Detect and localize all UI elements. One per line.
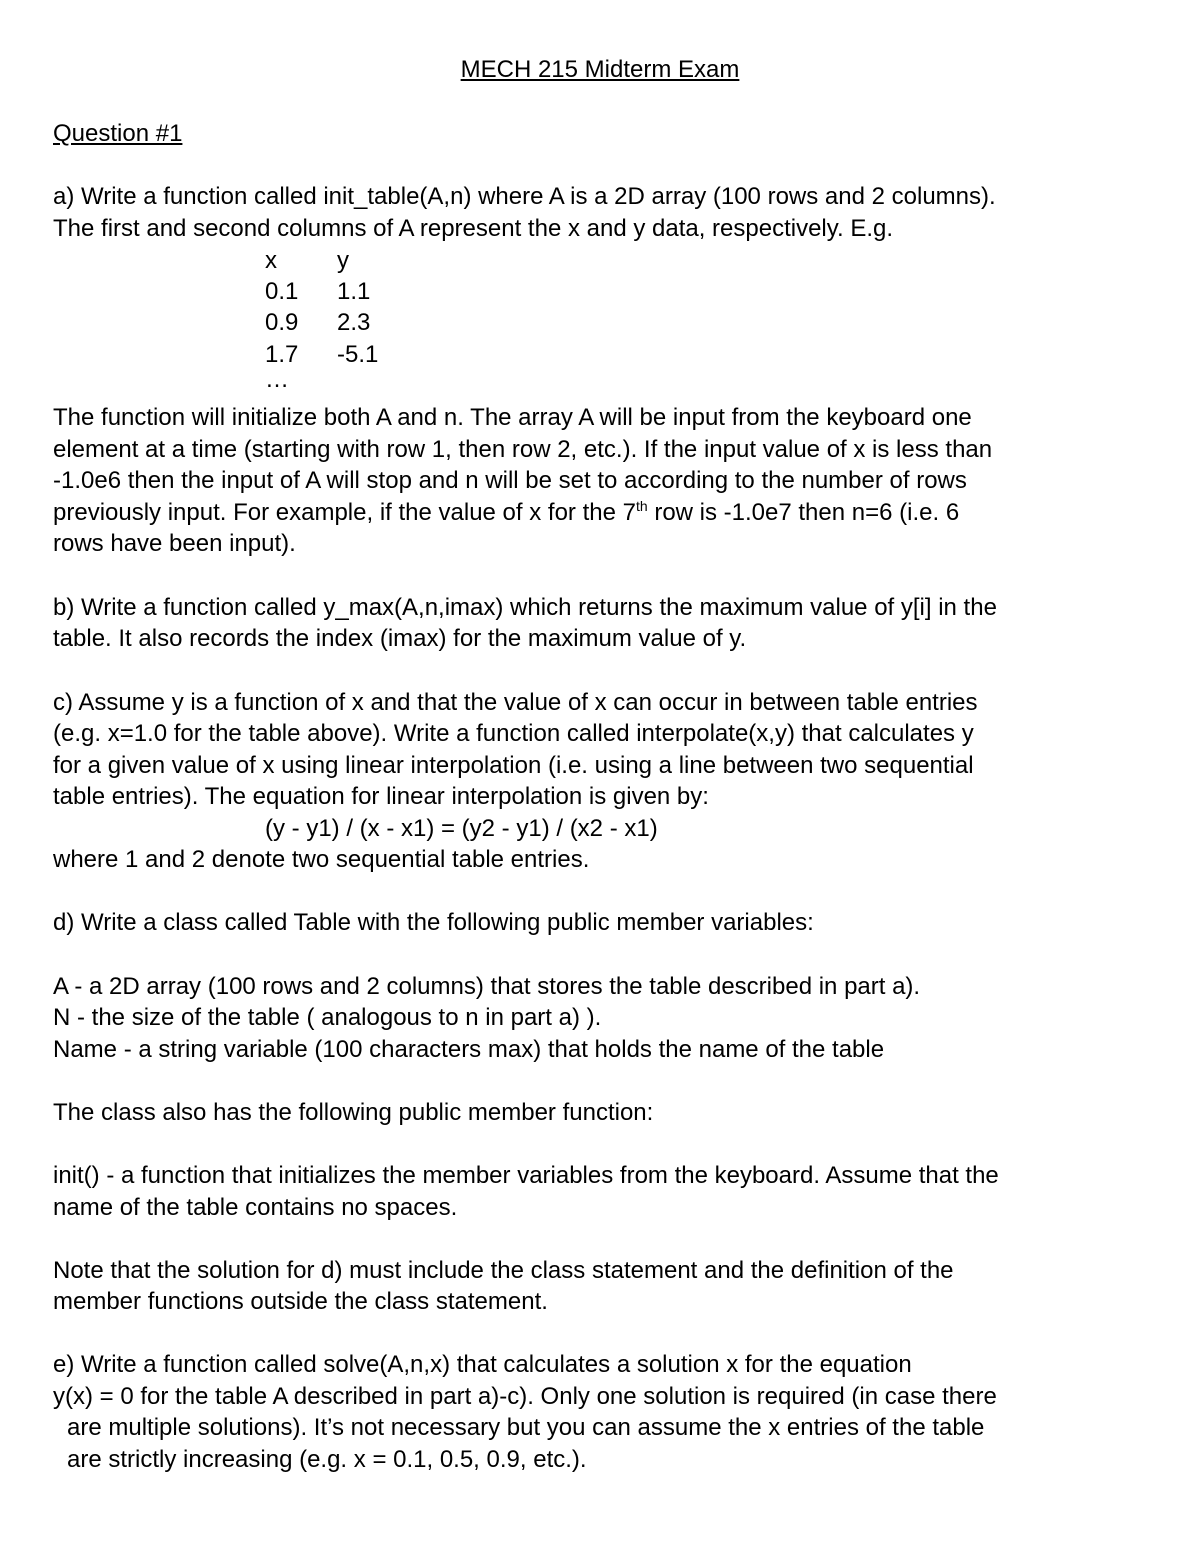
member-var-a: A - a 2D array (100 rows and 2 columns) that stores the table described in part a). [53,973,921,1000]
example-cell-y: 2.3 [337,309,371,336]
part-d-line-1: d) Write a class called Table with the following public member variables: [53,909,814,936]
question-heading: Question #1 [53,120,183,147]
part-a-line-5: -1.0e6 then the input of A will stop and n will be set to according to the number of rows [53,467,967,494]
part-e-line-2: y(x) = 0 for the table A described in part a)-c). Only one solution is required (in case there [53,1383,997,1410]
member-var-name: Name - a string variable (100 characters max) that holds the name of the table [53,1036,885,1063]
example-cell-x: 0.9 [265,309,299,336]
part-a-line-6-pre: previously input. For example, if the value of x for the 7 [53,499,636,526]
part-e-line-4: are strictly increasing (e.g. x = 0.1, 0.5, 0.9, etc.). [67,1446,587,1473]
example-cell-x: 0.1 [265,278,299,305]
note-line-2: member functions outside the class statement. [53,1288,548,1315]
ellipsis-text: … [265,366,289,393]
member-func-intro: The class also has the following public member function: [53,1099,654,1126]
part-a-line-6-post: row is -1.0e7 then n=6 (i.e. 6 [647,499,960,526]
example-header-y: y [337,247,349,274]
part-a-line-1: a) Write a function called init_table(A,n) where A is a 2D array (100 rows and 2 columns). [53,183,996,210]
part-c-line-2: (e.g. x=1.0 for the table above). Write a function called interpolate(x,y) that calculates y [53,720,974,747]
ordinal-suffix: th [635,498,648,514]
part-c-line-3: for a given value of x using linear interpolation (i.e. using a line between two sequential [53,752,974,779]
example-cell-x: 1.7 [265,341,299,368]
part-b-line-1: b) Write a function called y_max(A,n,imax) which returns the maximum value of y[i] in the [53,594,997,621]
page-title: MECH 215 Midterm Exam [460,56,740,83]
part-a-line-2: The first and second columns of A represent the x and y data, respectively. E.g. [53,215,894,242]
example-cell-y: -5.1 [337,341,379,368]
part-a-line-6 [53,499,959,529]
part-c-line-1: c) Assume y is a function of x and that the value of x can occur in between table entries [53,689,978,716]
member-var-n: N - the size of the table ( analogous to n in part a) ). [53,1004,602,1031]
example-cell-y: 1.1 [337,278,371,305]
interpolation-equation: (y - y1) / (x - x1) = (y2 - y1) / (x2 - x1) [265,815,658,842]
init-line-1: init() - a function that initializes the member variables from the keyboard. Assume that the [53,1162,999,1189]
init-line-2: name of the table contains no spaces. [53,1194,458,1221]
part-a-line-7: rows have been input). [53,530,296,557]
part-c-line-5: where 1 and 2 denote two sequential table entries. [53,846,590,873]
note-line-1: Note that the solution for d) must include the class statement and the definition of the [53,1257,954,1284]
part-e-line-1: e) Write a function called solve(A,n,x) that calculates a solution x for the equation [53,1351,912,1378]
part-b-line-2: table. It also records the index (imax) for the maximum value of y. [53,625,747,652]
part-c-line-4: table entries). The equation for linear interpolation is given by: [53,783,709,810]
part-e-line-3: are multiple solutions). It’s not necessary but you can assume the x entries of the table [67,1414,985,1441]
example-header-x: x [265,247,277,274]
part-a-line-4: element at a time (starting with row 1, then row 2, etc.). If the input value of x is less than [53,436,993,463]
part-a-line-3: The function will initialize both A and n. The array A will be input from the keyboard one [53,404,972,431]
